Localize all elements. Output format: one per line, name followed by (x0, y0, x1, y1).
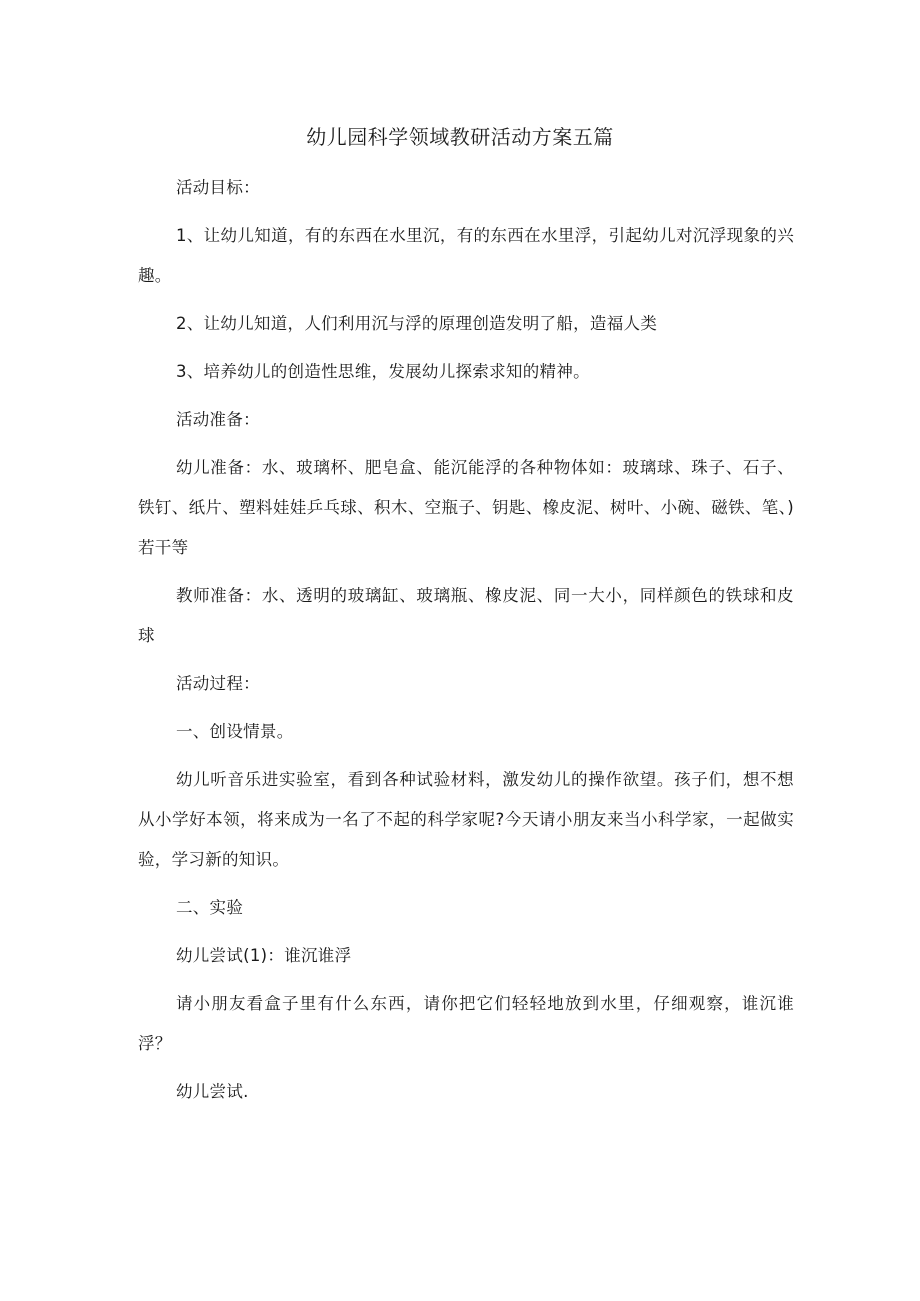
paragraph-goal-1: 1、让幼儿知道，有的东西在水里沉，有的东西在水里浮，引起幼儿对沉浮现象的兴趣。 (138, 226, 794, 285)
paragraph-goals-heading: 活动目标： (175, 178, 260, 197)
paragraph-step-1-body: 幼儿听音乐进实验室，看到各种试验材料，激发幼儿的操作欲望。孩子们，想不想从小学好本领，将来成为一名了不起的科学家呢?今天请小朋友来当小科学家，一起做实验，学习新的知识。 (138, 770, 794, 869)
document-title: 幼儿园科学领域教研活动方案五篇 (306, 125, 614, 149)
paragraph-process-heading: 活动过程： (175, 674, 260, 693)
paragraph-preparation-heading: 活动准备： (175, 410, 260, 429)
paragraph-step-1-heading: 一、创设情景。 (175, 722, 294, 741)
paragraph-step-2-heading: 二、实验 (175, 898, 244, 917)
paragraph-trial-1-heading: 幼儿尝试(1)：谁沉谁浮 (175, 946, 352, 965)
paragraph-goal-3: 3、培养幼儿的创造性思维，发展幼儿探索求知的精神。 (175, 362, 590, 381)
paragraph-trial-note: 幼儿尝试. (175, 1082, 249, 1101)
paragraph-child-preparation: 幼儿准备：水、玻璃杯、肥皂盒、能沉能浮的各种物体如：玻璃球、珠子、石子、铁钉、纸片、塑料娃娃乒乓球、积木、空瓶子、钥匙、橡皮泥、树叶、小碗、磁铁、笔、)若干等 (138, 458, 794, 557)
document-body (138, 168, 794, 1120)
paragraph-teacher-preparation: 教师准备：水、透明的玻璃缸、玻璃瓶、橡皮泥、同一大小，同样颜色的铁球和皮球 (138, 586, 794, 645)
paragraph-goal-2: 2、让幼儿知道，人们利用沉与浮的原理创造发明了船，造福人类 (175, 314, 658, 333)
paragraph-trial-1-body: 请小朋友看盒子里有什么东西，请你把它们轻轻地放到水里，仔细观察，谁沉谁浮？ (138, 994, 794, 1053)
